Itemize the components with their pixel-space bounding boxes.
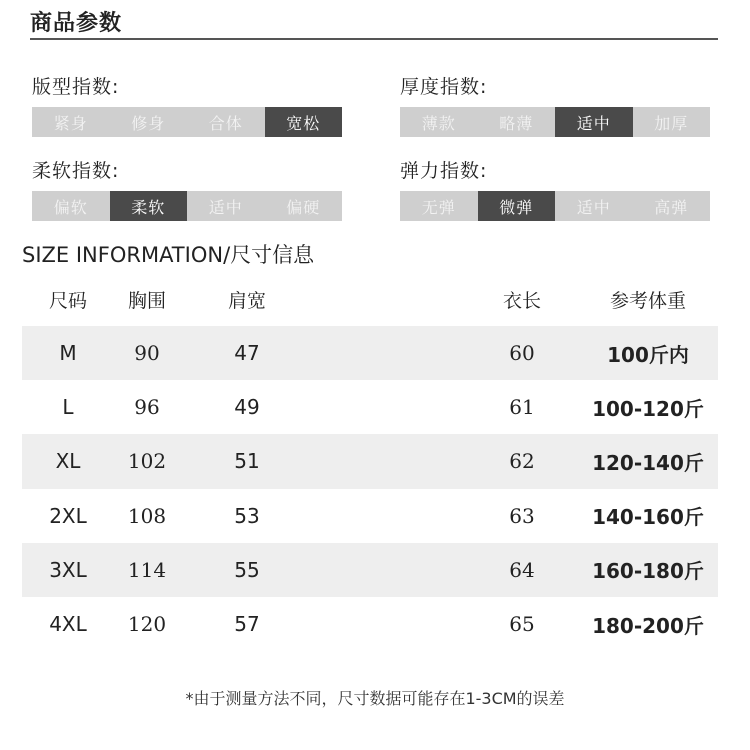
cell-size: M (59, 341, 77, 366)
param-option: 薄款 (421, 113, 456, 133)
cell-weight: 120-140斤 (592, 450, 704, 475)
cell-chest: 96 (134, 395, 160, 420)
cell-weight: 140-160斤 (592, 505, 704, 530)
param-label: 版型指数: (32, 76, 120, 98)
header-cell-length: 衣长 (502, 289, 541, 312)
cell-shoulder: 47 (234, 341, 260, 366)
cell-size: 3XL (49, 557, 87, 582)
param-group-thickness (400, 72, 710, 137)
param-option: 略薄 (499, 113, 534, 133)
cell-chest: 90 (134, 341, 160, 366)
param-bar (400, 191, 710, 221)
cell-size: 4XL (49, 612, 87, 637)
cell-length: 63 (509, 503, 535, 528)
cell-shoulder: 55 (234, 557, 260, 582)
cell-chest: 120 (127, 612, 167, 637)
header-cell-weight: 参考体重 (609, 289, 686, 312)
cell-length: 60 (509, 341, 535, 366)
cell-weight: 160-180斤 (592, 559, 704, 584)
measurement-note: *由于测量方法不同，尺寸数据可能存在1-3CM的误差 (185, 689, 565, 708)
param-option: 无弹 (421, 197, 456, 217)
param-label: 弹力指数: (400, 160, 488, 182)
cell-shoulder: 49 (234, 395, 260, 420)
table-row (22, 543, 718, 597)
param-group-fit (32, 72, 342, 137)
param-option: 适中 (208, 197, 243, 217)
table-row (22, 489, 718, 543)
param-bar (32, 191, 342, 221)
param-label: 厚度指数: (400, 76, 488, 98)
header-divider (30, 38, 718, 40)
table-row (22, 326, 718, 380)
param-bar (400, 107, 710, 137)
header-cell-shoulder: 肩宽 (227, 289, 266, 312)
param-group-softness (32, 156, 342, 221)
param-option-selected: 微弹 (478, 191, 556, 221)
param-option: 适中 (576, 197, 611, 217)
cell-size: L (62, 395, 74, 420)
param-option: 紧身 (53, 113, 88, 133)
param-option: 修身 (131, 113, 166, 133)
param-option: 合体 (208, 113, 243, 133)
param-bar (32, 107, 342, 137)
cell-length: 64 (509, 557, 535, 582)
cell-size: XL (55, 449, 81, 474)
param-option-selected: 柔软 (110, 191, 188, 221)
param-group-elasticity (400, 156, 710, 221)
param-option: 偏软 (53, 197, 88, 217)
cell-weight: 100斤内 (607, 342, 689, 367)
size-info-title: SIZE INFORMATION/尺寸信息 (22, 243, 315, 267)
cell-weight: 100-120斤 (592, 396, 704, 421)
header-cell-size: 尺码 (48, 289, 87, 312)
header-cell-chest: 胸围 (127, 289, 166, 312)
table-row (22, 597, 718, 651)
param-option-selected: 适中 (555, 107, 633, 137)
cell-size: 2XL (49, 503, 87, 528)
cell-length: 62 (509, 449, 535, 474)
table-header-row (22, 272, 718, 326)
cell-chest: 102 (127, 449, 167, 474)
cell-weight: 180-200斤 (592, 613, 704, 638)
param-option: 加厚 (654, 113, 689, 133)
cell-chest: 108 (127, 503, 167, 528)
table-row (22, 380, 718, 434)
cell-chest: 114 (127, 557, 167, 582)
size-table (22, 272, 718, 651)
param-option: 偏硬 (286, 197, 321, 217)
cell-length: 65 (509, 612, 535, 637)
table-row (22, 434, 718, 488)
param-label: 柔软指数: (32, 160, 120, 182)
cell-shoulder: 51 (234, 449, 260, 474)
cell-shoulder: 57 (234, 612, 260, 637)
param-option: 高弹 (654, 197, 689, 217)
cell-shoulder: 53 (234, 503, 260, 528)
section-title: 商品参数 (30, 11, 123, 36)
cell-length: 61 (509, 395, 535, 420)
param-option-selected: 宽松 (265, 107, 343, 137)
